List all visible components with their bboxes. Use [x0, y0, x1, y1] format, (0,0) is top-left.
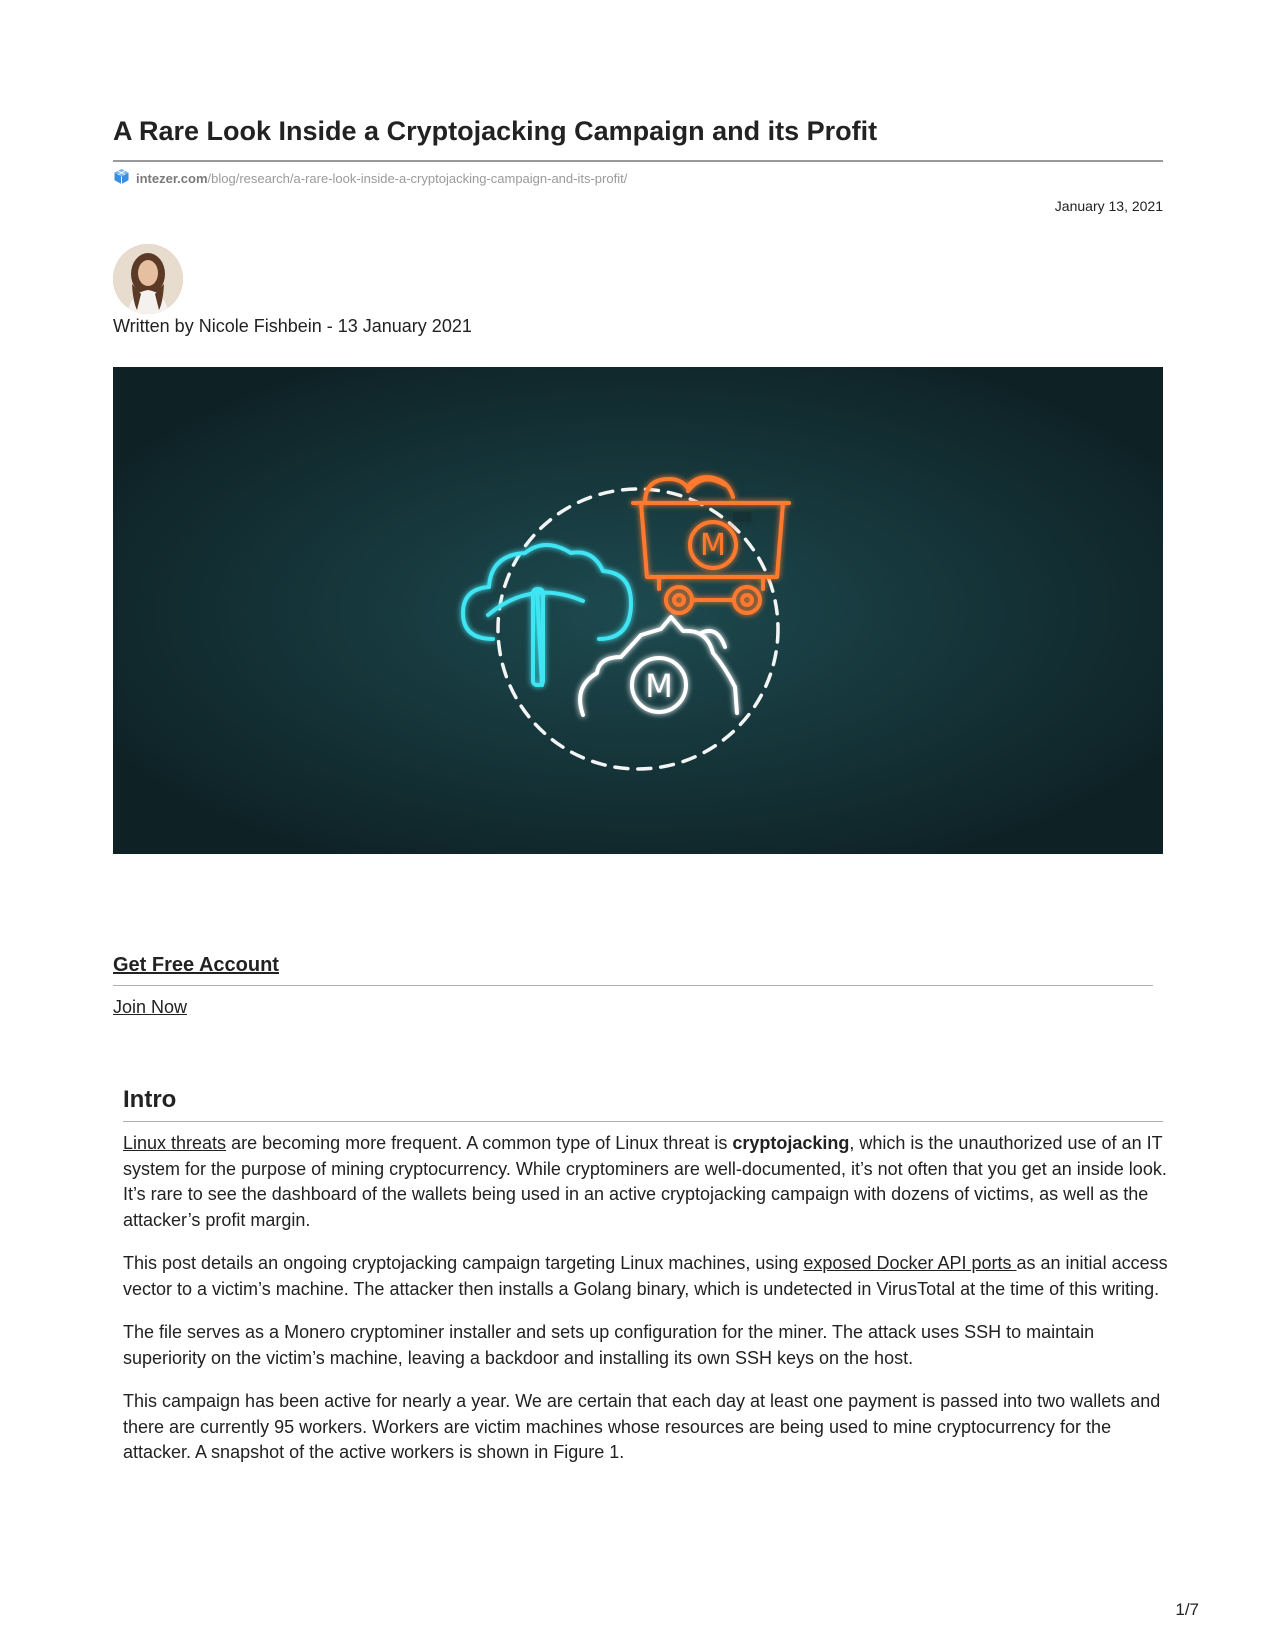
article-body — [123, 1131, 1168, 1484]
source-domain[interactable]: intezer.com — [136, 170, 208, 186]
author-avatar — [113, 244, 183, 314]
author-byline: Written by Nicole Fishbein - 13 January 2021 — [113, 316, 472, 336]
hero-image — [113, 367, 1163, 854]
title-divider — [113, 160, 1163, 162]
docker-api-ports-link[interactable]: exposed Docker API ports — [803, 1253, 1017, 1273]
intro-paragraph-1: Linux threats are becoming more frequent. A common type of Linux threat is cryptojacking, which is the unauthorized use of an IT system for the purpose of mining cryptocurrency. While cryptominers are well-documented, it’s not often that you get an inside look. It’s rare to see the dashboard of the wallets being used in an active cryptojacking campaign with dozens of victims, as well as the attacker’s profit margin. — [123, 1133, 1167, 1230]
linux-threats-link[interactable]: Linux threats — [123, 1133, 227, 1153]
article-title: A Rare Look Inside a Cryptojacking Campaign and its Profit — [113, 116, 878, 146]
intro-divider — [123, 1121, 1163, 1122]
get-free-account-link[interactable]: Get Free Account — [113, 954, 279, 976]
join-now-link[interactable]: Join Now — [113, 997, 188, 1017]
intro-paragraph-4: This campaign has been active for nearly a year. We are certain that each day at least one payment is passed into two wallets and there are currently 95 workers. Workers are victim machines whose resources are being used to mine cryptocurrency for the attacker. A snapshot of the active workers is shown in Figure 1. — [123, 1391, 1161, 1462]
ore-coin-letter: M — [645, 667, 673, 705]
cart-coin-letter: M — [700, 528, 726, 563]
page-number: 1/7 — [1175, 1600, 1199, 1619]
intezer-logo-icon — [113, 168, 130, 188]
source-path[interactable]: /blog/research/a-rare-look-inside-a-cryptojacking-campaign-and-its-profit/ — [207, 170, 628, 186]
cryptojacking-term: cryptojacking — [732, 1133, 850, 1153]
intro-paragraph-2: This post details an ongoing cryptojacking campaign targeting Linux machines, using exposed Docker API ports as an initial access vector to a victim’s machine. The attacker then installs a Golang binary, which is undetected in VirusTotal at the time of this writing. — [123, 1253, 1168, 1299]
publish-date: January 13, 2021 — [1054, 198, 1163, 214]
intro-heading: Intro — [123, 1086, 177, 1113]
source-url[interactable] — [113, 168, 627, 188]
cta-divider — [113, 985, 1153, 986]
intro-paragraph-3: The file serves as a Monero cryptominer installer and sets up configuration for the miner. The attack uses SSH to maintain superiority on the victim’s machine, leaving a backdoor and installing its own SSH keys on the host. — [123, 1322, 1095, 1368]
